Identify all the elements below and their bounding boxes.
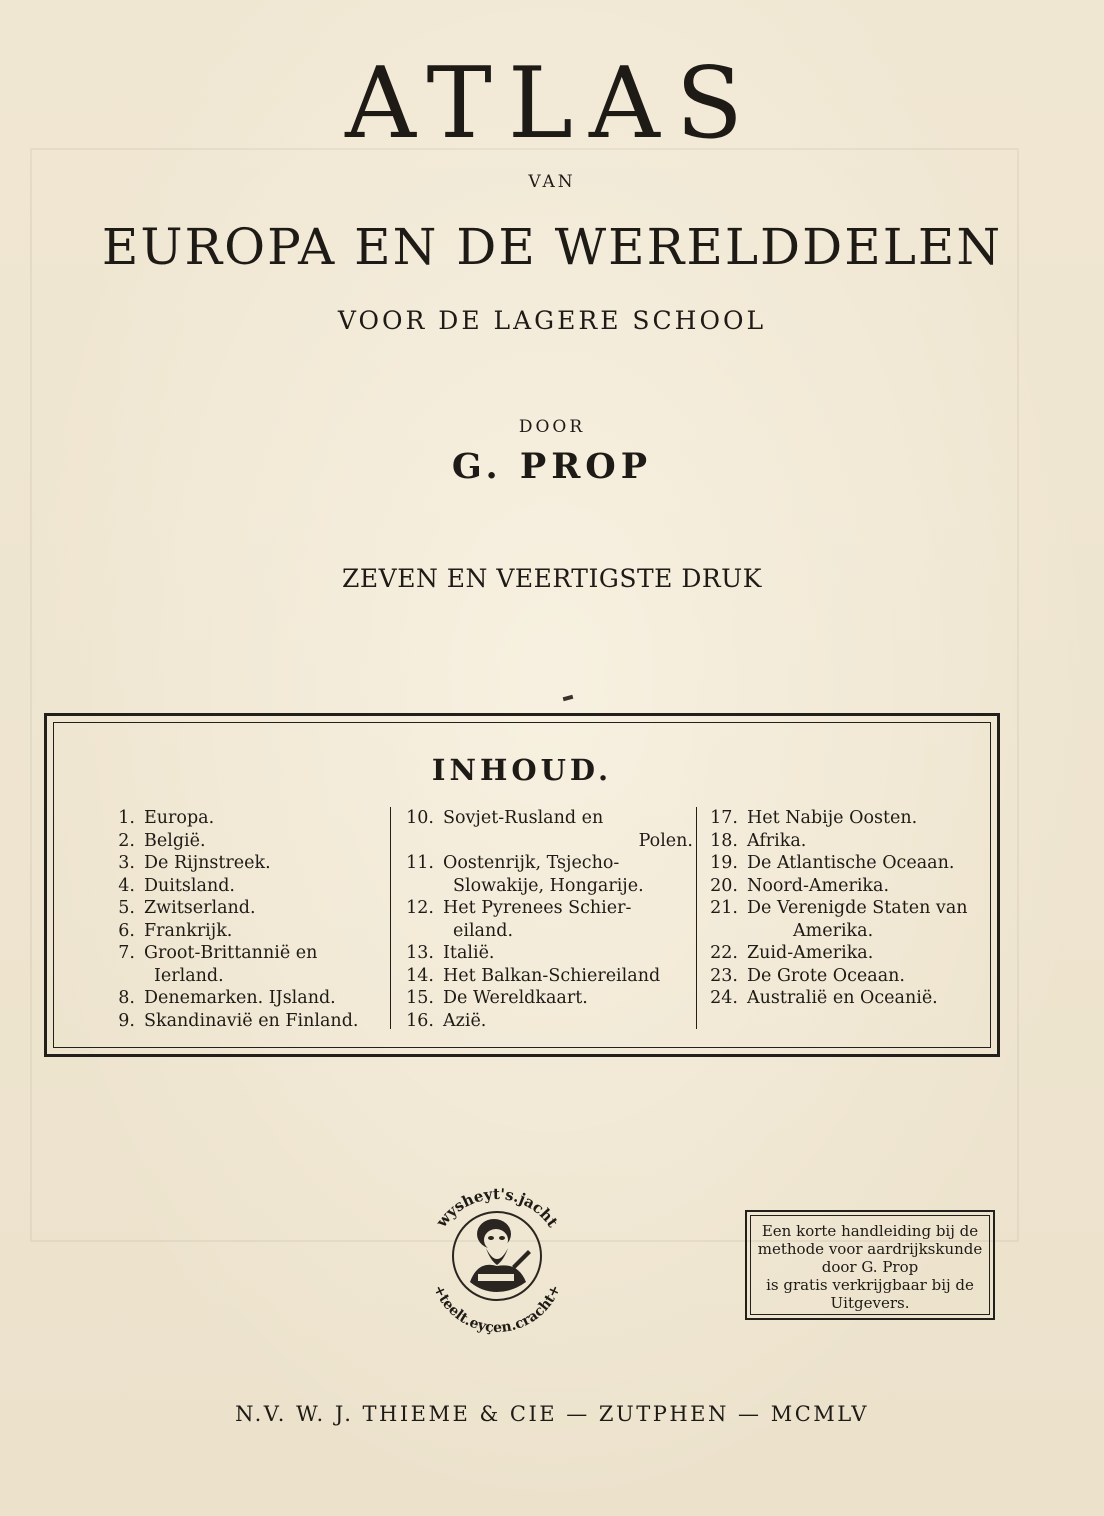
edition-line: ZEVEN EN VEERTIGSTE DRUK bbox=[342, 564, 762, 593]
toc-column-2 bbox=[399, 807, 701, 1032]
emblem-motto-top: wysheyt's.jacht bbox=[432, 1184, 562, 1231]
toc-entry: 13. Italië. bbox=[406, 943, 495, 963]
toc-entry: 14. Het Balkan-Schiereiland bbox=[406, 965, 661, 986]
toc-entry: 1. Europa. bbox=[118, 808, 215, 828]
toc-entry: 10. Sovjet-Rusland en bbox=[406, 808, 604, 828]
note-line: Een korte handleiding bij de bbox=[761, 1222, 979, 1240]
toc-entry: 6. Frankrijk. bbox=[118, 920, 233, 941]
toc-entry: 23. De Grote Oceaan. bbox=[710, 965, 905, 986]
toc-entry: 16. Azië. bbox=[406, 1010, 487, 1031]
toc-entry: 18. Afrika. bbox=[710, 830, 807, 851]
toc-entry: 3. De Rijnstreek. bbox=[118, 853, 271, 873]
note-line: methode voor aardrijkskunde bbox=[757, 1240, 983, 1258]
toc-entry-continuation: Amerika. bbox=[793, 920, 874, 941]
school-line: VOOR DE LAGERE SCHOOL bbox=[337, 306, 767, 335]
note-line: Uitgevers. bbox=[830, 1294, 910, 1312]
table-of-contents bbox=[44, 713, 1000, 1057]
handleiding-note bbox=[745, 1210, 995, 1320]
toc-entry: 15. De Wereldkaart. bbox=[406, 988, 588, 1008]
toc-entry-continuation: Slowakije, Hongarije. bbox=[453, 875, 644, 896]
publisher-line: N.V. W. J. THIEME & CIE — ZUTPHEN — MCMLV bbox=[235, 1402, 869, 1426]
toc-entry: 7. Groot-Brittannië en bbox=[118, 943, 318, 963]
toc-entry: 2. België. bbox=[118, 830, 206, 851]
toc-entry: 24. Australië en Oceanië. bbox=[710, 988, 938, 1008]
toc-entry: 22. Zuid-Amerika. bbox=[710, 943, 874, 963]
toc-inner-frame bbox=[53, 722, 991, 1048]
toc-entry-continuation: Ierland. bbox=[154, 965, 224, 986]
toc-entry: 12. Het Pyrenees Schier- bbox=[406, 898, 632, 918]
toc-entry: 21. De Verenigde Staten van bbox=[710, 898, 968, 918]
note-line: is gratis verkrijgbaar bij de bbox=[766, 1276, 974, 1294]
toc-entry: 19. De Atlantische Oceaan. bbox=[710, 853, 955, 873]
note-inner-frame bbox=[750, 1215, 990, 1315]
toc-entry: 9. Skandinavië en Finland. bbox=[118, 1010, 359, 1031]
toc-entry-continuation: eiland. bbox=[453, 920, 514, 941]
door-label: DOOR bbox=[518, 417, 586, 437]
toc-entry: 11. Oostenrijk, Tsjecho- bbox=[406, 853, 620, 873]
toc-entry: 4. Duitsland. bbox=[118, 875, 235, 896]
page-subtitle: EUROPA EN DE WERELDDELEN bbox=[101, 218, 1003, 276]
note-line: door G. Prop bbox=[821, 1258, 919, 1276]
author-name: G. PROP bbox=[451, 446, 653, 487]
toc-column-3 bbox=[703, 807, 993, 1010]
toc-entry: 20. Noord-Amerika. bbox=[710, 875, 890, 896]
page-title: ATLAS bbox=[345, 47, 759, 161]
van-label: VAN bbox=[528, 172, 576, 192]
toc-entry: 8. Denemarken. IJsland. bbox=[118, 988, 336, 1008]
toc-heading: INHOUD. bbox=[431, 753, 613, 787]
publisher-emblem bbox=[412, 1170, 582, 1340]
toc-entry: 17. Het Nabije Oosten. bbox=[710, 808, 918, 828]
emblem-motto-bottom: +teelt.eyçen.cracht+ bbox=[430, 1282, 564, 1337]
toc-entry: 5. Zwitserland. bbox=[118, 898, 256, 918]
toc-entry-continuation: Polen. bbox=[638, 830, 693, 851]
toc-column-1 bbox=[100, 807, 398, 1032]
scholar-portrait-icon bbox=[470, 1219, 531, 1292]
